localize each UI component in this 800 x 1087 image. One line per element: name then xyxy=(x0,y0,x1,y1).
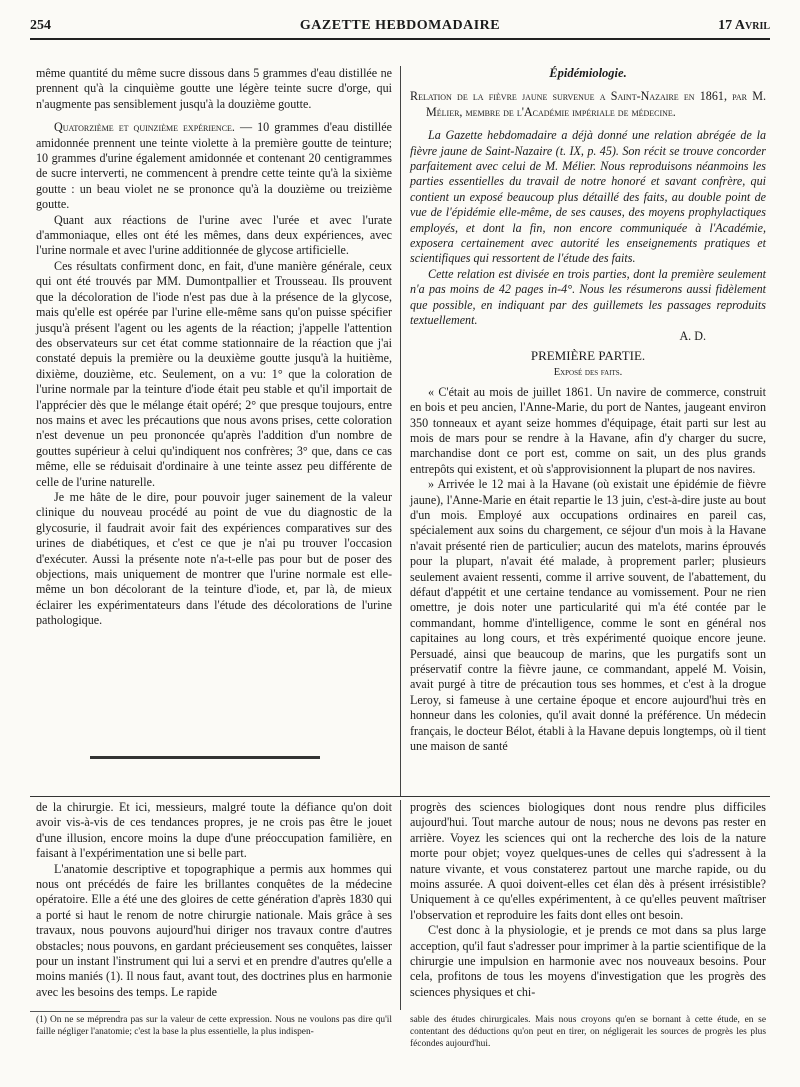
left-column-bottom xyxy=(36,800,392,1000)
left-column-top xyxy=(36,66,392,629)
part-title: PREMIÈRE PARTIE. xyxy=(530,347,646,363)
section-heading: Épidémiologie. xyxy=(549,66,627,80)
paragraph: Je me hâte de le dire, pour pouvoir juger sainement de la valeur clinique du nouveau procédé au point de vue du diagnostic de la glycosurie, il faudrait avoir fait des expériences comparatives sur des urines de diabétiques, et c'est ce que je n'ai pu trouver l'occasion d'exécuter. Aussi la présente note n'a-t-elle pas pour but de poser des objections, mais uniquement de montrer que l'urine normale est elle-même un bon décolorant de la teinture d'iode, et, par là, de mieux éclairer les expérimentateurs dans l'étude des décolorations de l'urine pathologique. xyxy=(36,489,392,628)
journal-title: GAZETTE HEBDOMADAIRE xyxy=(299,18,501,33)
right-column-bottom xyxy=(410,800,766,1000)
editorial-intro: La Gazette hebdomadaire a déjà donné une relation abrégée de la fièvre jaune de Saint-Nazaire (t. IX, p. 45). Son récit se trouve concorder parfaitement avec celui de M. Mélier. Nous reproduisons néanmoins les parties essentielles du travail de notre honoré et savant confrère, qui contient un exposé beaucoup plus détaillé des faits, au double point de vue de l'épidémie elle-même, de ses causes, des moyens prophylactiques employés, et dont la fin, non encore communiquée à l'Académie, exposera certainement avec autorité les enseignements pratiques et scientifiques qui ressortent de l'étude des faits. xyxy=(410,128,766,266)
paragraph: même quantité du même sucre dissous dans 5 grammes d'eau distillée ne prennent qu'à la cinquième goutte une légère teinte sucre d'orge, qui n'augmente pas sensiblement jusqu'à la douzième goutte. xyxy=(36,66,392,111)
right-column-top xyxy=(410,66,766,754)
experiment-heading: Quatorzième et quinzième expérience. xyxy=(54,120,235,135)
page-header xyxy=(30,14,770,40)
experiment-text: — 10 grammes d'eau distillée amidonnée prennent une teinte violette à la première goutte de teinture; 10 grammes d'urine également amidonnée et contenant 20 centigrammes de sucre interverti, ne commencent à prendre cette teinte qu'à la sixième goutte : un beau violet ne se prononce qu'à la douzième ou treizième goutte. xyxy=(36,120,392,212)
footnote: (1) On ne se méprendra pas sur la valeur de cette expression. Nous ne voulons pas dire qu'il faille négliger l'anatomie; c'est la base la plus essentielle, la plus indispen- xyxy=(36,1015,392,1037)
subsection-title: Exposé des faits. xyxy=(553,367,623,379)
horizontal-divider xyxy=(30,796,770,797)
column-divider xyxy=(400,800,401,1010)
paragraph: » Arrivée le 12 mai à la Havane (où existait une épidémie de fièvre jaune), l'Anne-Marie en était repartie le 13 juin, c'est-à-dire juste au bout d'un mois. Employé aux occupations ordinaires en pareil cas, spécialement aux soins du chargement, ce séjour d'un mois à la Havane n'avait présenté rien de particulier; aucun des matelots, marins éprouvés pour la plupart, n'avait été malade, à proprement parler; plusieurs seulement avaient ressenti, comme il arrive souvent, de l'abattement, du défaut d'appétit et une certaine tendance au vomissement. Pour ne rien omettre, je dois noter une particularité qui m'a été contée par le commandant, homme d'intelligence, comme le sont en général nos capitaines au long cours, et très expérimenté quoique encore jeune. Persuadé, ainsi que beaucoup de marins, que les purgatifs sont un préservatif contre la fièvre jaune, ce commandant, appelé M. Voisin, avait purgé à titre de précaution tous ses hommes, et c'est à la drogue Leroy, si fameuse à une certaine époque et encore aujourd'hui très en honneur dans les colonies, qu'il avait donné la préférence. Un médecin français, le docteur Bélot, établi à la Havane depuis longtemps, où il tient une maison de santé xyxy=(410,477,766,754)
paragraph: progrès des sciences biologiques dont nous rendre plus difficiles aujourd'hui. Tout marche autour de nous; nous ne devons pas rester en arrière. Voyez les sciences qui ont la recherche des lois de la nature morte pour objet; voyez quelques-unes de celles qui s'adressent à la nature vivante, et vous constaterez partout une marche rapide, ou du moins assurée. A quoi doivent-elles cet élan dès à présent irrésistible? Uniquement à ce qu'elles expérimentent, à ce qu'elles peuvent maîtriser l'observation et reproduire les faits dont elles ont besoin. xyxy=(410,800,766,922)
paragraph: C'est donc à la physiologie, et je prends ce mot dans sa plus large acception, qu'il faut s'adresser pour imprimer à la partie scientifique de la chirurgie une impulsion en harmonie avec nos nouveaux besoins. Pour cela, profitons de tous les moyens d'investigation que les progrès des sciences physiques et chi- xyxy=(410,923,766,999)
paragraph: L'anatomie descriptive et topographique a permis aux hommes qui nous ont précédés de faire les brillantes conquêtes de la médecine opératoire. Elle a été une des gloires de cette génération d'après 1830 qui a porté si haut le renom de notre chirurgie nationale. Mais grâce à ses travaux, nous pouvons aujourd'hui diriger nos travaux contre d'autres obstacles; nous pouvons, en gardant précieusement ses conquêtes, laisser pour un instant l'instrument qui lui a servi et en prendre d'autres qu'elle a moins maniés (1). Il nous faut, avant tout, des doctrines plus en harmonie avec les besoins des temps. Le rapide xyxy=(36,861,392,999)
paragraph: Quant aux réactions de l'urine avec l'urée et avec l'urate d'ammoniaque, elles ont été les mêmes, dans deux expériences, avec l'urine normale et avec l'urine additionnée de glycose artificielle. xyxy=(36,212,392,258)
footnote-continued: sable des études chirurgicales. Mais nous croyons qu'en se bornant à cette étude, en se contentant des déductions qu'on peut en tirer, on négligerait les sources de progrès les plus fécondes aujourd'hui. xyxy=(410,1015,766,1049)
footnote-rule xyxy=(30,1011,120,1012)
page-number: 254 xyxy=(30,18,51,33)
editor-signature: A. D. xyxy=(679,328,706,343)
editorial-intro-2: Cette relation est divisée en trois parties, dont la première seulement n'a pas moins de 42 pages in-4°. Nous les résumerons aussi fidèlement que possible, en indiquant par des guillemets les passages reproduits textuellement. xyxy=(410,266,766,328)
paragraph xyxy=(36,120,392,212)
issue-date: 17 Avril xyxy=(718,18,770,33)
paragraph: Ces résultats confirment donc, en fait, d'une manière générale, ceux qui ont été trouvés par MM. Dumontpallier et Trousseau. Ils prouvent que la décoloration de l'iode n'est pas due à la présence de la glycose, mais qu'elle est opérée par l'urine elle-même sans qu'on puisse spécifier jusqu'à présent l'agent ou les agents de la réaction; j'appelle l'attention des observateurs sur cet état comme stationnaire de la réaction que j'ai constaté depuis la première ou la deuxième goutte jusqu'à la huitième, dixième, douzième, etc. Seulement, on a vu: 1° que la coloration de l'urine normale par la teinture d'iode était peu stable et qu'il importait de l'apprécier dès que le mélange était opéré; 2° que presque toujours, entre nos mains et avec les précautions que nous avons prises, cette coloration n'est devenue un peu prononcée qu'après l'addition d'un nombre de gouttes supérieur à celui qu'indiquent nos confrères; 3° que, dans ce cas même, elle se réduisait d'ordinaire à une teinte assez peu différente de celle de l'urine naturelle. xyxy=(36,258,392,489)
column-divider xyxy=(400,66,401,796)
article-end-rule xyxy=(90,756,320,759)
article-title: Relation de la fièvre jaune survenue a Saint-Nazaire en 1861, par M. Mélier, membre de l'Académie impériale de médecine. xyxy=(410,89,766,119)
paragraph: « C'était au mois de juillet 1861. Un navire de commerce, construit en bois et peu ancien, l'Anne-Marie, du port de Nantes, jaugeant environ 350 tonneaux et ayant seize hommes d'équipage, était parti sur lest au mois de mars pour se rendre à la Havane, afin d'y charger du sucre, marchandise dont ce port est, comme on sait, un des plus grands entrepôts qui existent, et où s'approvisionnent la plupart de nos navires. xyxy=(410,384,766,476)
paragraph: de la chirurgie. Et ici, messieurs, malgré toute la défiance qu'on doit avoir vis-à-vis de ces tendances propres, je ne crois pas être le jouet d'une illusion, encore moins la dupe d'une préoccupation familière, en faisant à l'expérimentation une si belle part. xyxy=(36,800,392,861)
